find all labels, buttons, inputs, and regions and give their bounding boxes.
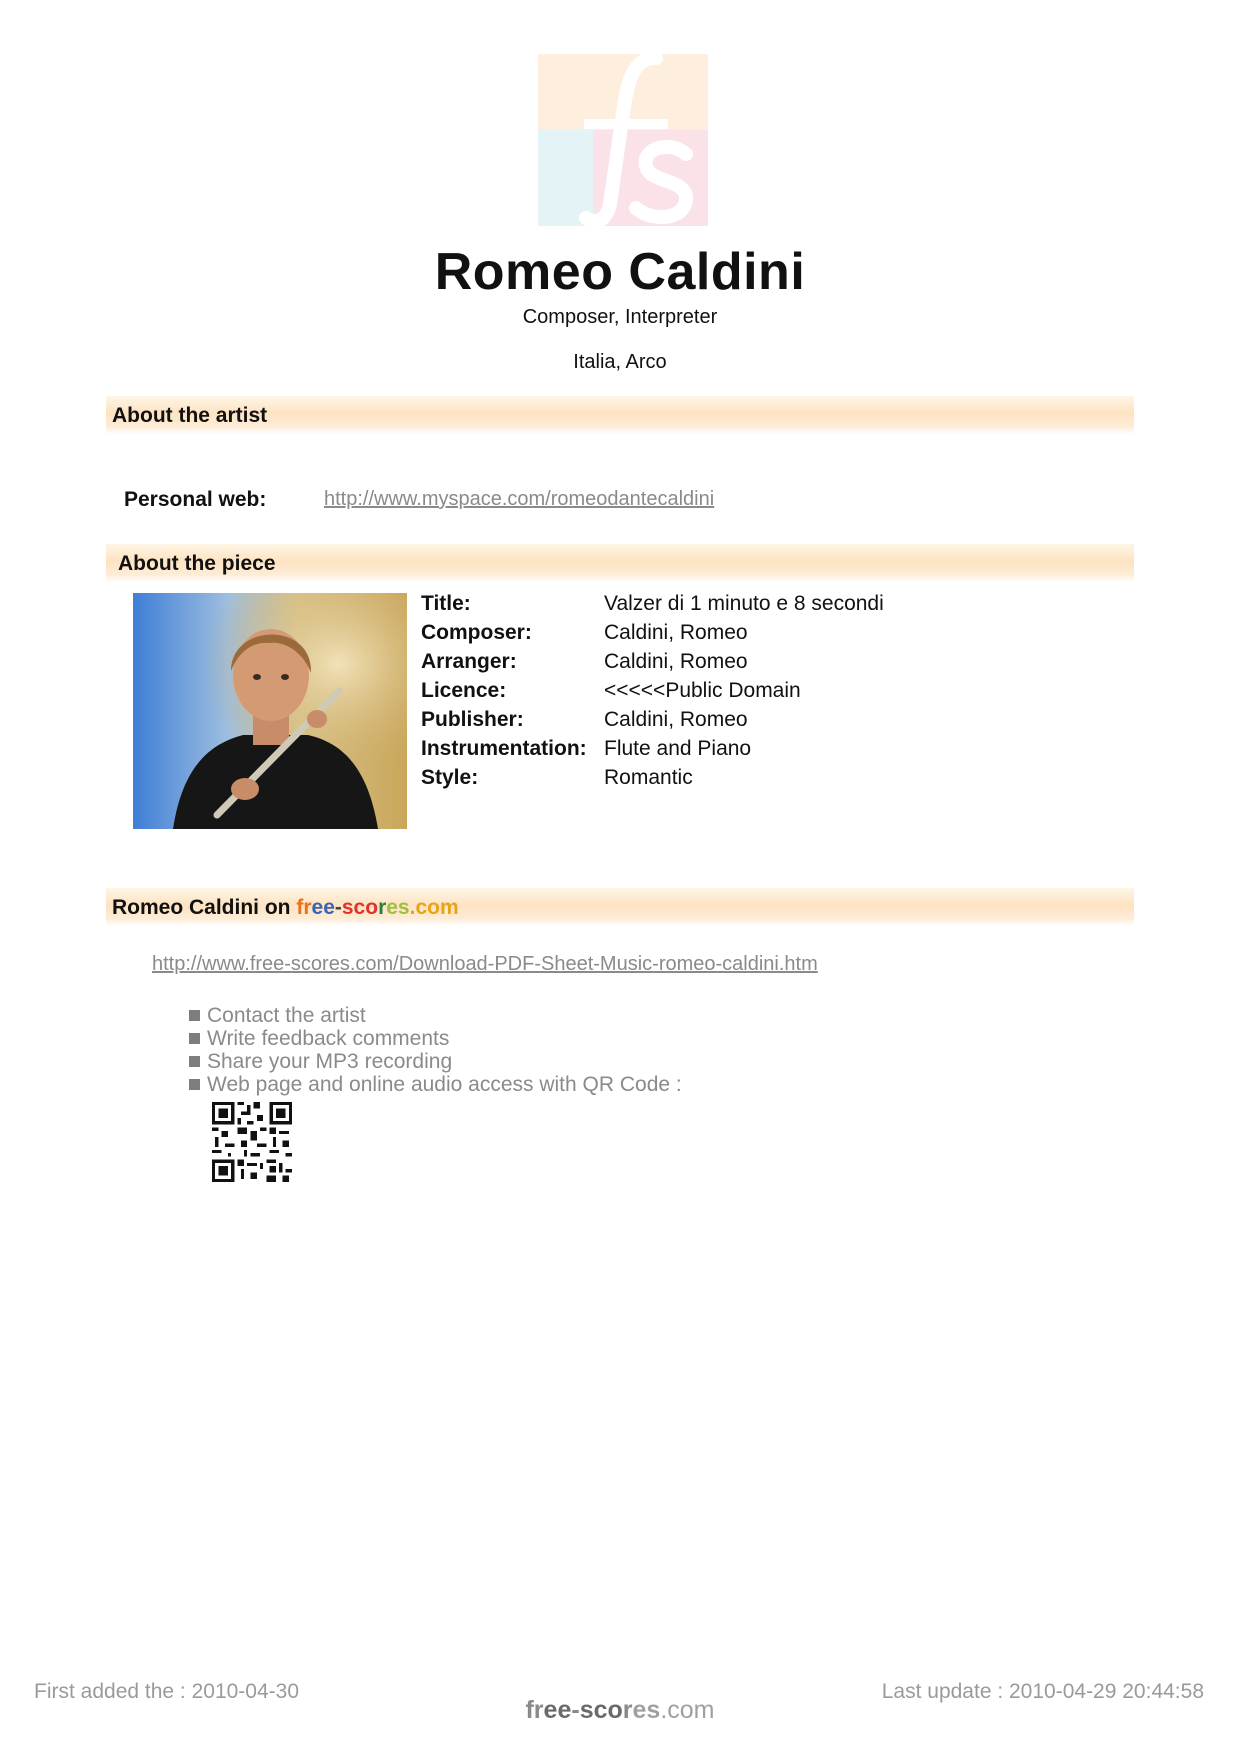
info-value: Valzer di 1 minuto e 8 secondi (604, 592, 884, 615)
on-freescores-header (106, 888, 1134, 926)
brand-part: - (334, 896, 342, 919)
brand-part: fr (296, 896, 312, 919)
free-scores-logo-icon (538, 54, 708, 226)
brand-part: r (622, 1696, 633, 1724)
info-value: Romantic (604, 766, 693, 789)
about-piece-header (106, 544, 1134, 582)
freescores-footer-logo[interactable] (0, 1696, 1240, 1725)
info-label: Publisher: (421, 708, 524, 731)
brand-part: .com (660, 1696, 715, 1724)
section-title: About the artist (112, 404, 268, 427)
artist-photo (133, 593, 407, 829)
heading-prefix: Romeo Caldini on (112, 896, 297, 919)
section-title (112, 896, 459, 920)
info-label: Licence: (421, 679, 507, 702)
info-value: Caldini, Romeo (604, 650, 748, 673)
qr-code-icon[interactable] (212, 1102, 292, 1182)
action-qr-code (189, 1073, 682, 1096)
brand-part: ee (311, 896, 335, 919)
brand-part: ee (543, 1696, 572, 1724)
action-label: Web page and online audio access with QR Code : (207, 1073, 682, 1096)
brand-part: fr (525, 1696, 544, 1724)
artist-roles: Composer, Interpreter (522, 306, 718, 328)
personal-web-label: Personal web: (124, 488, 267, 511)
action-label: Write feedback comments (207, 1027, 450, 1050)
info-label: Instrumentation: (421, 737, 587, 760)
action-contact-artist[interactable] (189, 1004, 682, 1027)
info-label: Title: (421, 592, 471, 615)
action-label: Share your MP3 recording (207, 1050, 453, 1073)
info-label: Style: (421, 766, 479, 789)
artist-name: Romeo Caldini (434, 243, 806, 301)
square-bullet-icon (189, 1033, 200, 1044)
freescores-artist-link[interactable]: http://www.free-scores.com/Download-PDF-Sheet-Music-romeo-caldini.htm (152, 953, 818, 975)
last-update-date: Last update : 2010-04-29 20:44:58 (881, 1680, 1204, 1703)
info-value: Caldini, Romeo (604, 621, 748, 644)
action-share-mp3[interactable] (189, 1050, 682, 1073)
info-label: Composer: (421, 621, 532, 644)
section-title: About the piece (118, 552, 276, 575)
action-write-feedback[interactable] (189, 1027, 682, 1050)
brand-part: sco (579, 1696, 623, 1724)
brand-part: - (571, 1696, 580, 1724)
personal-web-link[interactable]: http://www.myspace.com/romeodantecaldini (324, 488, 715, 510)
artist-location: Italia, Arco (573, 351, 667, 373)
artist-actions-list (189, 1004, 682, 1096)
brand-part: sco (341, 896, 379, 919)
square-bullet-icon (189, 1056, 200, 1067)
info-label: Arranger: (421, 650, 517, 673)
square-bullet-icon (189, 1010, 200, 1021)
info-value: <<<<<Public Domain (604, 679, 801, 702)
square-bullet-icon (189, 1079, 200, 1090)
brand-part: es (632, 1696, 661, 1724)
about-artist-header (106, 396, 1134, 434)
brand-part: r (378, 896, 387, 919)
info-value: Flute and Piano (604, 737, 752, 760)
brand-part: .com (409, 896, 459, 919)
action-label: Contact the artist (207, 1004, 366, 1027)
brand-part: es (386, 896, 410, 919)
first-added-date: First added the : 2010-04-30 (34, 1680, 300, 1703)
info-value: Caldini, Romeo (604, 708, 748, 731)
